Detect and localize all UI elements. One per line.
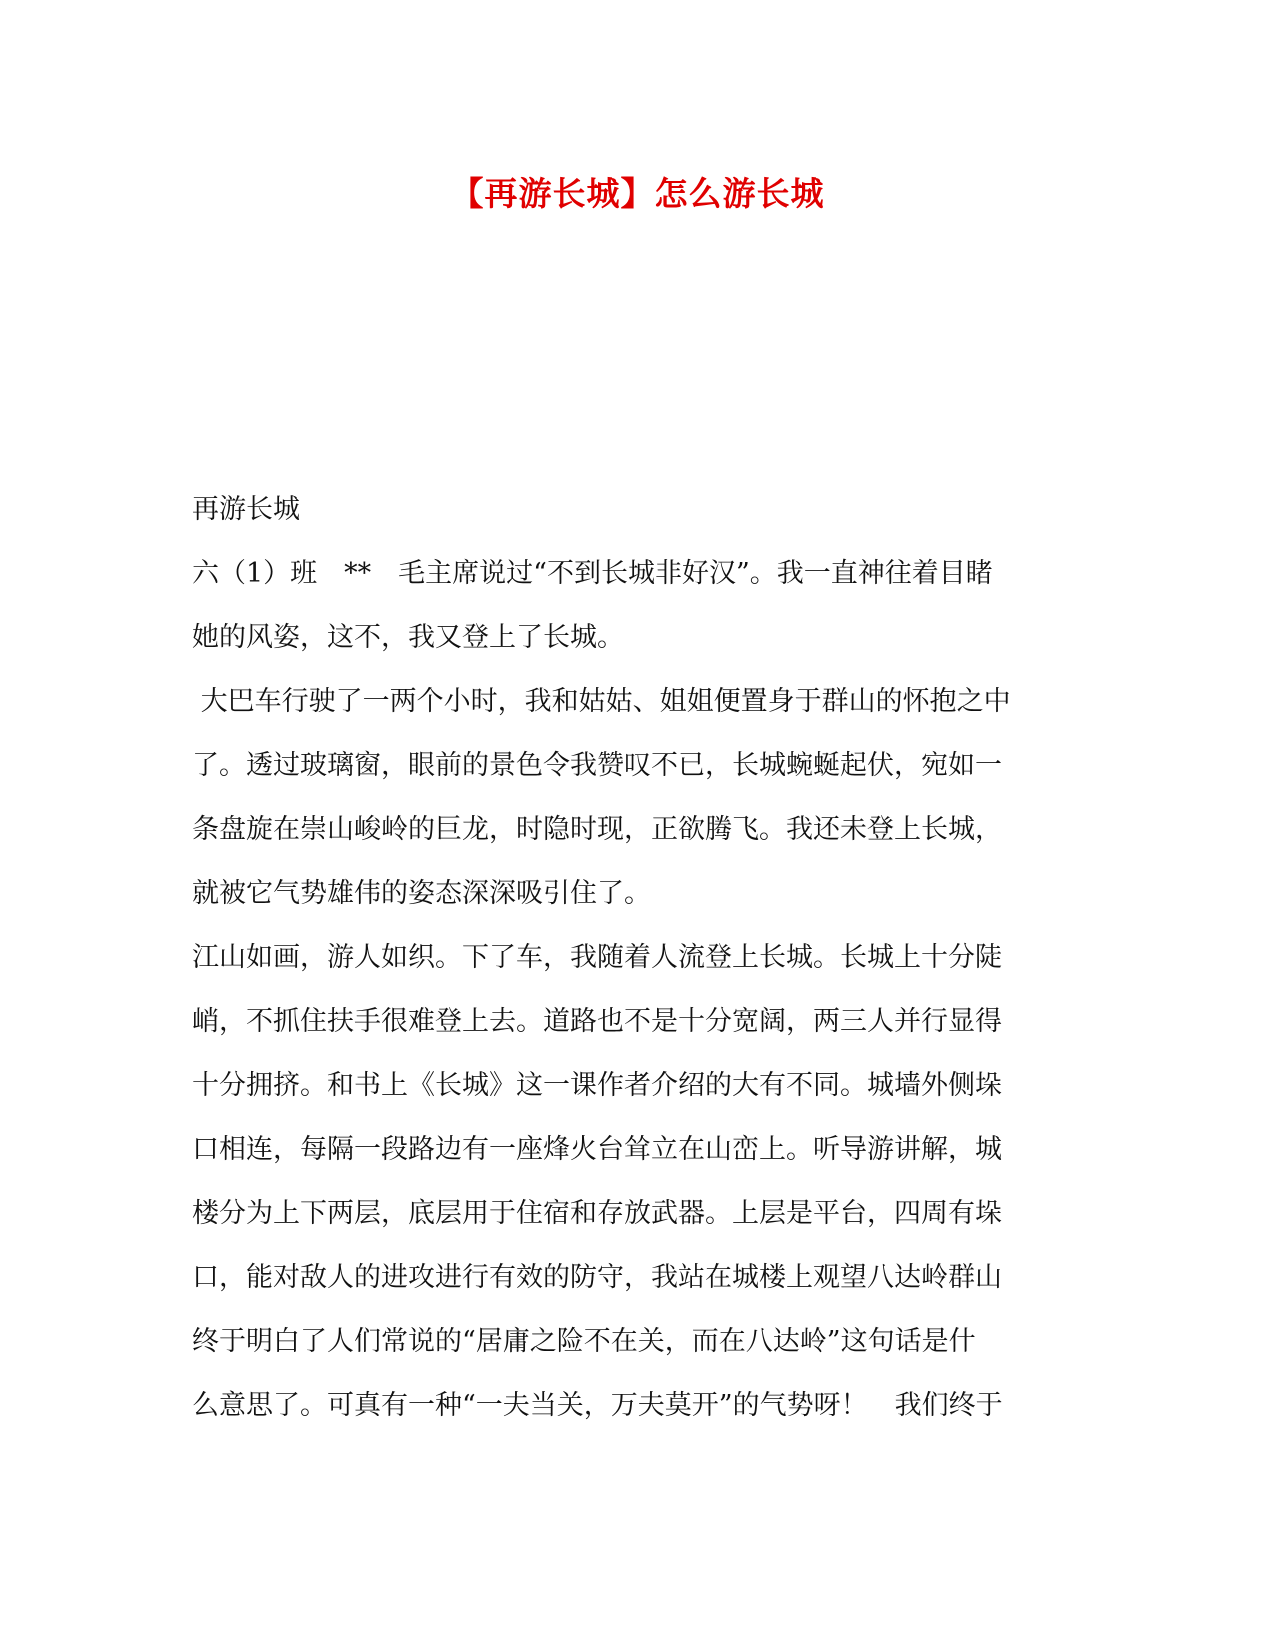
paragraph-line: 大巴车行驶了一两个小时，我和姑姑、姐姐便置身于群山的怀抱之中: [192, 686, 1011, 717]
paragraph-line: 峭，不抓住扶手很难登上去。道路也不是十分宽阔，两三人并行显得: [192, 1006, 1002, 1037]
paragraph-line: 楼分为上下两层，底层用于住宿和存放武器。上层是平台，四周有垛: [192, 1198, 1002, 1229]
paragraph-line: 了。透过玻璃窗，眼前的景色令我赞叹不已，长城蜿蜒起伏，宛如一: [192, 750, 1002, 781]
paragraph-line: 口，能对敌人的进攻进行有效的防守，我站在城楼上观望八达岭群山: [192, 1262, 1002, 1293]
document-body: [192, 478, 1092, 1438]
paragraph-line: 条盘旋在崇山峻岭的巨龙，时隐时现，正欲腾飞。我还未登上长城，: [192, 814, 1002, 845]
paragraph-line: 就被它气势雄伟的姿态深深吸引住了。: [192, 878, 651, 909]
paragraph-line: 口相连，每隔一段路边有一座烽火台耸立在山峦上。听导游讲解，城: [192, 1134, 1002, 1165]
paragraph-line: 六（1）班 ** 毛主席说过“不到长城非好汉”。我一直神往着目睹: [192, 558, 993, 589]
paragraph-line: 她的风姿，这不，我又登上了长城。: [192, 622, 624, 653]
paragraph-line: 终于明白了人们常说的“居庸之险不在关，而在八达岭”这句话是什: [192, 1326, 976, 1357]
paragraph-line: 么意思了。可真有一种“一夫当关，万夫莫开”的气势呀！ 我们终于: [192, 1390, 1003, 1421]
paragraph-line: 江山如画，游人如织。下了车，我随着人流登上长城。长城上十分陡: [192, 942, 1002, 973]
paragraph-line: 十分拥挤。和书上《长城》这一课作者介绍的大有不同。城墙外侧垛: [192, 1070, 1002, 1101]
document-title: 【再游长城】怎么游长城: [450, 174, 825, 213]
section-heading: 再游长城: [192, 494, 300, 525]
